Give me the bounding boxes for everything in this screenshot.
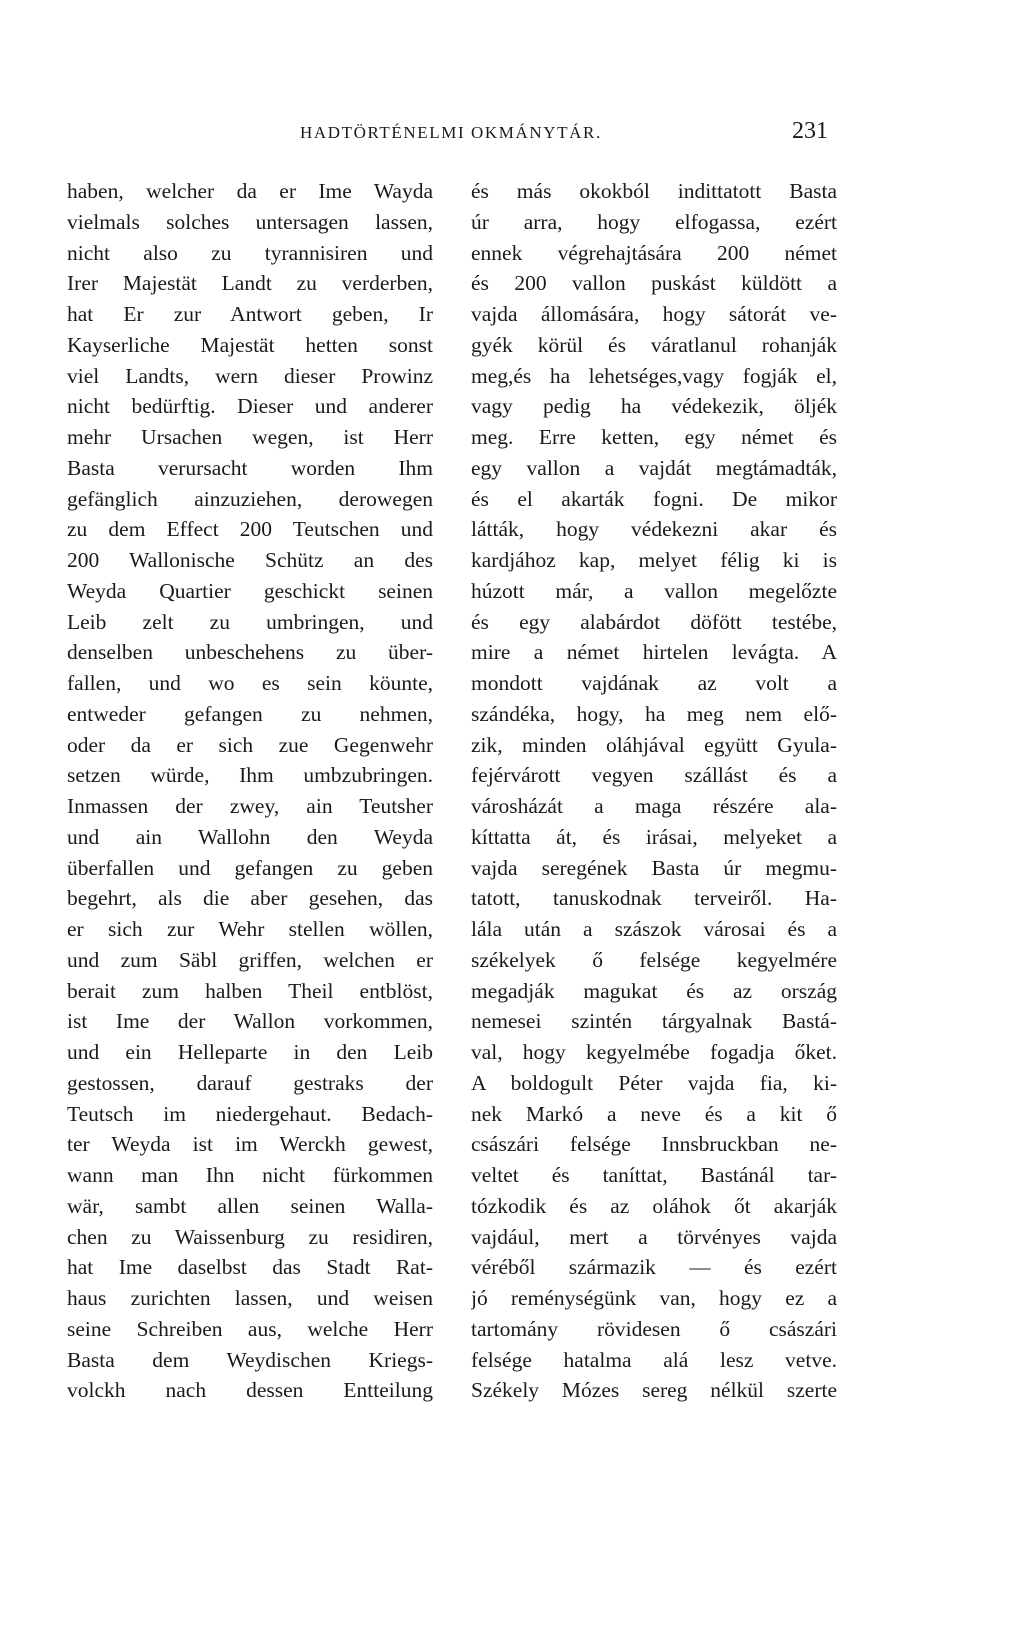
german-text-column xyxy=(67,176,433,1406)
running-title: HADTÖRTÉNELMI OKMÁNYTÁR. xyxy=(300,123,602,142)
text-line: setzen würde, Ihm umbzubringen. xyxy=(67,763,433,788)
text-line: városházát a maga részére ala- xyxy=(471,794,837,818)
text-line: úr arra, hogy elfogassa, ezért xyxy=(471,209,837,234)
text-line: lála után a szászok városai és a xyxy=(471,917,837,941)
text-line: császári felsége Innsbruckban ne- xyxy=(471,1132,837,1157)
text-line: húzott már, a vallon megelőzte xyxy=(471,578,837,603)
text-line: Teutsch im niedergehaut. Bedach- xyxy=(67,1101,433,1126)
text-line: egy vallon a vajdát megtámadták, xyxy=(471,455,837,480)
text-line: und ain Wallohn den Weyda xyxy=(67,824,433,849)
text-line: oder da er sich zue Gegenwehr xyxy=(67,732,433,757)
text-line: ist Ime der Wallon vorkommen, xyxy=(67,1009,433,1034)
text-line: seine Schreiben aus, welche Herr xyxy=(67,1316,433,1341)
text-line: felsége hatalma alá lesz vetve. xyxy=(471,1347,837,1372)
text-line: és más okokból indittatott Basta xyxy=(471,179,837,203)
text-line: er sich zur Wehr stellen wöllen, xyxy=(67,917,433,941)
hungarian-text-column xyxy=(471,176,837,1406)
text-line: nicht bedürftig. Dieser und anderer xyxy=(67,394,433,419)
text-line: Basta dem Weydischen Kriegs- xyxy=(67,1347,433,1372)
text-line: gyék körül és váratlanul rohanják xyxy=(471,332,837,357)
text-line: A boldogult Péter vajda fia, ki- xyxy=(471,1070,837,1095)
text-line: Irer Majestät Landt zu verderben, xyxy=(67,271,433,296)
page-number: 231 xyxy=(792,118,828,144)
text-line: és el akarták fogni. De mikor xyxy=(471,486,837,511)
text-line: gestossen, darauf gestraks der xyxy=(67,1070,433,1095)
text-line: wär, sambt allen seinen Walla- xyxy=(67,1193,433,1218)
text-line: denselben unbeschehens zu über- xyxy=(67,640,433,665)
text-line: véréből származik — és ezért xyxy=(471,1255,837,1280)
text-line: Inmassen der zwey, ain Teutsher xyxy=(67,794,433,818)
text-line: vajdául, mert a törvényes vajda xyxy=(471,1224,837,1249)
text-line: és egy alabárdot döfött testébe, xyxy=(471,609,837,634)
text-line: ter Weyda ist im Werckh gewest, xyxy=(67,1132,433,1157)
text-line: volckh nach dessen Entteilung xyxy=(67,1378,433,1403)
text-line: Basta verursacht worden Ihm xyxy=(67,455,433,480)
text-line: tatott, tanuskodnak terveiről. Ha- xyxy=(471,886,837,911)
text-line: fejérvárott vegyen szállást és a xyxy=(471,763,837,788)
text-line: berait zum halben Theil entblöst, xyxy=(67,978,433,1003)
text-line: nek Markó a neve és a kit ő xyxy=(471,1101,837,1126)
page-header xyxy=(0,118,1024,148)
text-line: jó reménységünk van, hogy ez a xyxy=(471,1286,837,1310)
text-line: tózkodik és az oláhok őt akarják xyxy=(471,1193,837,1218)
text-line: fallen, und wo es sein köunte, xyxy=(67,671,433,695)
text-line: und ein Helleparte in den Leib xyxy=(67,1040,433,1064)
text-line: haben, welcher da er Ime Wayda xyxy=(67,179,433,203)
text-line: entweder gefangen zu nehmen, xyxy=(67,701,433,726)
text-line: szándéka, hogy, ha meg nem elő- xyxy=(471,701,837,726)
text-line: veltet és taníttat, Bastánál tar- xyxy=(471,1163,837,1187)
text-line: és 200 vallon puskást küldött a xyxy=(471,271,837,296)
text-line: hat Er zur Antwort geben, Ir xyxy=(67,302,433,326)
text-line: Weyda Quartier geschickt seinen xyxy=(67,578,433,603)
text-line: vajda állomására, hogy sátorát ve- xyxy=(471,302,837,326)
text-line: Leib zelt zu umbringen, und xyxy=(67,609,433,634)
text-line: mire a német hirtelen levágta. A xyxy=(471,640,837,665)
text-line: mondott vajdának az volt a xyxy=(471,671,837,695)
text-line: und zum Säbl griffen, welchen er xyxy=(67,947,433,972)
text-line: látták, hogy védekezni akar és xyxy=(471,517,837,542)
text-line: hat Ime daselbst das Stadt Rat- xyxy=(67,1255,433,1280)
text-line: zu dem Effect 200 Teutschen und xyxy=(67,517,433,542)
text-line: nicht also zu tyrannisiren und xyxy=(67,240,433,265)
text-line: chen zu Waissenburg zu residiren, xyxy=(67,1224,433,1249)
text-line: kíttatta át, és irásai, melyeket a xyxy=(471,824,837,849)
text-line: val, hogy kegyelmébe fogadja őket. xyxy=(471,1040,837,1064)
text-line: wann man Ihn nicht fürkommen xyxy=(67,1163,433,1187)
text-line: meg,és ha lehetséges,vagy fogják el, xyxy=(471,363,837,388)
text-line: vielmals solches untersagen lassen, xyxy=(67,209,433,234)
text-line: gefänglich ainzuziehen, derowegen xyxy=(67,486,433,511)
text-line: tartomány rövidesen ő császári xyxy=(471,1316,837,1341)
text-line: viel Landts, wern dieser Prowinz xyxy=(67,363,433,388)
text-line: meg. Erre ketten, egy német és xyxy=(471,425,837,449)
text-line: begehrt, als die aber gesehen, das xyxy=(67,886,433,911)
text-line: nemesei szintén tárgyalnak Bastá- xyxy=(471,1009,837,1034)
text-line: haus zurichten lassen, und weisen xyxy=(67,1286,433,1310)
text-line: kardjához kap, melyet félig ki is xyxy=(471,548,837,572)
text-line: überfallen und gefangen zu geben xyxy=(67,855,433,880)
text-line: vagy pedig ha védekezik, öljék xyxy=(471,394,837,419)
text-line: 200 Wallonische Schütz an des xyxy=(67,548,433,572)
text-line: ennek végrehajtására 200 német xyxy=(471,240,837,265)
text-line: megadják magukat és az ország xyxy=(471,978,837,1003)
text-line: zik, minden oláhjával együtt Gyula- xyxy=(471,732,837,757)
text-line: vajda seregének Basta úr megmu- xyxy=(471,855,837,880)
text-line: mehr Ursachen wegen, ist Herr xyxy=(67,425,433,449)
text-line: Székely Mózes sereg nélkül szerte xyxy=(471,1378,837,1403)
text-line: Kayserliche Majestät hetten sonst xyxy=(67,332,433,357)
text-line: székelyek ő felsége kegyelmére xyxy=(471,947,837,972)
